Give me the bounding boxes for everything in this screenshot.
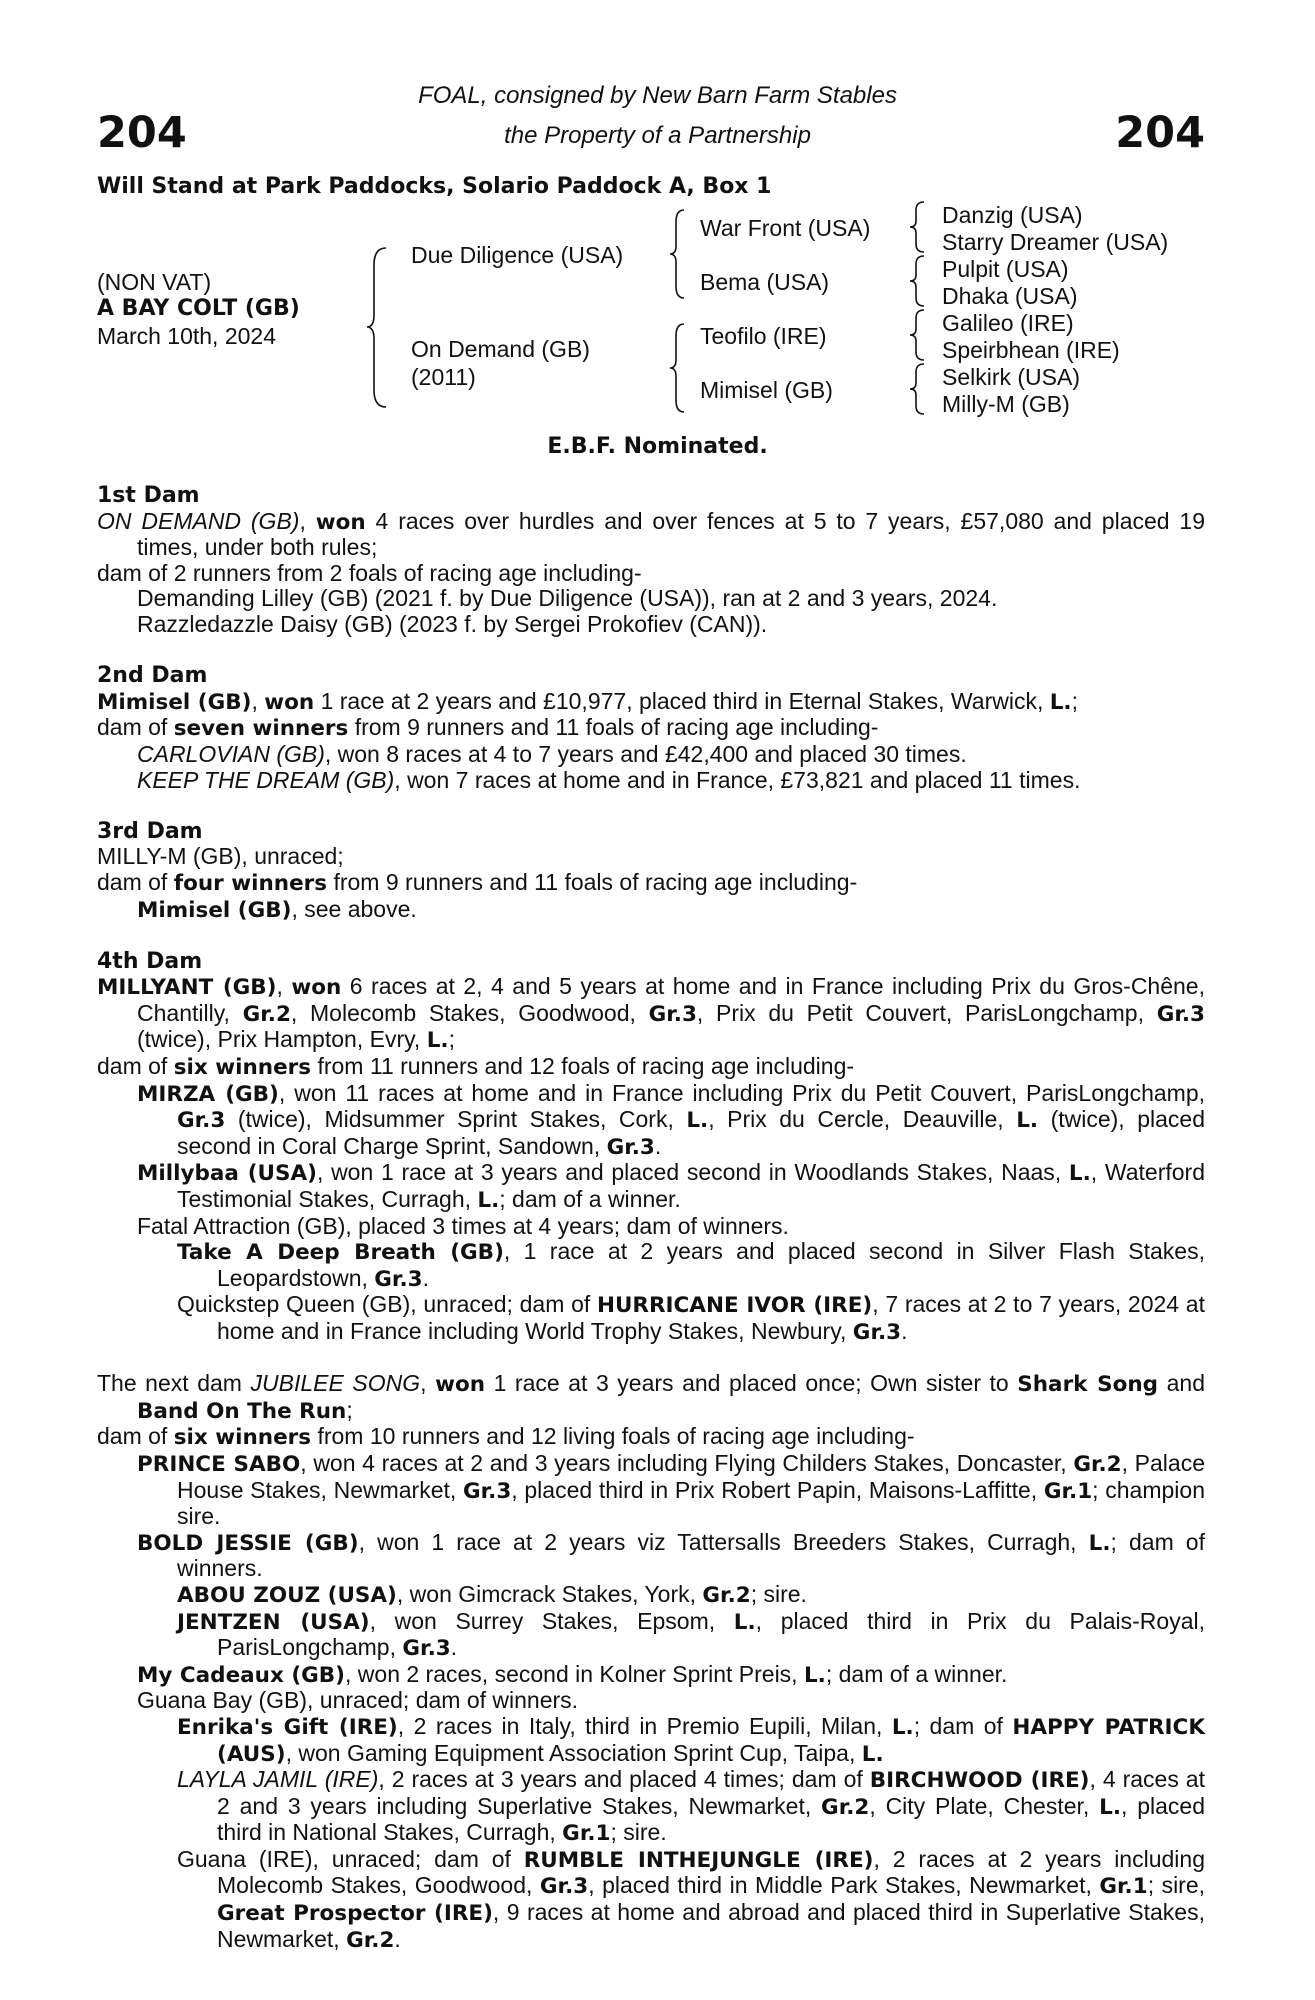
record-paragraph xyxy=(97,1847,1205,1953)
text: . xyxy=(901,1318,908,1344)
sire-name: Due Diligence (USA) xyxy=(411,242,624,268)
bold-text: Gr.1 xyxy=(562,1821,611,1847)
bold-text: won xyxy=(315,509,366,535)
text: , won 8 races at 4 to 7 years and £42,400 and placed 30 times. xyxy=(324,740,967,767)
bold-text: Gr.2 xyxy=(1073,1451,1122,1477)
bold-text: Shark Song xyxy=(1017,1372,1159,1398)
stand-location: Will Stand at Park Paddocks, Solario Paddock A, Box 1 xyxy=(97,174,772,199)
bold-text: L. xyxy=(1016,1108,1039,1134)
record-paragraph xyxy=(97,561,1205,587)
text: , placed third in National Stakes, Curragh, xyxy=(217,1792,1205,1846)
bold-text: HAPPY PATRICK (AUS) xyxy=(217,1714,1205,1767)
text: , Palace House Stakes, Newmarket, xyxy=(177,1449,1205,1503)
record-paragraph xyxy=(97,1292,1205,1345)
record-paragraph xyxy=(97,1609,1205,1662)
bold-text: JENTZEN (USA) xyxy=(177,1609,370,1635)
bold-text: Gr.3 xyxy=(177,1108,226,1134)
bold-text: L. xyxy=(891,1714,914,1740)
bold-text: Mimisel (GB) xyxy=(97,689,252,715)
bold-text: Gr.3 xyxy=(462,1478,512,1504)
consignment-line-2: the Property of a Partnership xyxy=(504,122,811,149)
bold-text: Gr.1 xyxy=(1099,1874,1148,1900)
bold-text: RUMBLE INTHEJUNGLE (IRE) xyxy=(523,1847,874,1873)
bold-text: Gr.3 xyxy=(374,1266,423,1292)
text: , 2 races at 2 years including Molecomb Stakes, Goodwood, xyxy=(217,1845,1205,1899)
bold-text: ABOU ZOUZ (USA) xyxy=(177,1582,397,1608)
bold-text: Gr.3 xyxy=(539,1874,589,1900)
bold-text: L. xyxy=(861,1741,884,1767)
bold-text: Millybaa (USA) xyxy=(137,1161,317,1187)
text: , City Plate, Chester, xyxy=(869,1792,1100,1819)
text: ; sire. xyxy=(750,1580,807,1607)
text: ; dam of a winner. xyxy=(499,1186,681,1213)
lot-number-left: 204 xyxy=(97,108,187,158)
bold-text: Great Prospector (IRE) xyxy=(217,1901,493,1927)
text: (twice), Prix Hampton, Evry, xyxy=(137,1026,427,1053)
bold-text: My Cadeaux (GB) xyxy=(137,1662,346,1688)
grandsire-4: Mimisel (GB) xyxy=(700,377,833,403)
text: , 4 races at 2 and 3 years including Superlative Stakes, Newmarket, xyxy=(217,1766,1205,1819)
record-paragraph xyxy=(97,586,1205,612)
record-paragraph xyxy=(97,870,1205,897)
bold-text: Gr.1 xyxy=(1043,1478,1093,1504)
text: , won 11 races at home and in France including Prix du Petit Couvert, ParisLongchamp, xyxy=(278,1079,1205,1106)
record-paragraph xyxy=(97,1081,1205,1161)
bold-text: won xyxy=(291,975,342,1001)
text: , see above. xyxy=(291,895,417,922)
dam-name: On Demand (GB) xyxy=(411,336,590,362)
heading-text: 3rd Dam xyxy=(97,818,203,844)
bold-text: L. xyxy=(1068,1161,1091,1187)
text: , 9 races at home and abroad and placed third in Superlative Stakes, Newmarket, xyxy=(217,1899,1205,1952)
gg-brace-4 xyxy=(908,362,930,416)
bold-text: BIRCHWOOD (IRE) xyxy=(869,1768,1090,1794)
bold-text: L. xyxy=(803,1662,826,1688)
great-grand-5: Galileo (IRE) xyxy=(942,310,1074,336)
dam-year: (2011) xyxy=(411,364,476,390)
text: ; dam of winners. xyxy=(177,1528,1205,1582)
great-grand-8: Milly-M (GB) xyxy=(942,391,1070,417)
gg-brace-3 xyxy=(908,308,930,362)
italic-text: ON DEMAND (GB) xyxy=(97,507,300,534)
text: ; sire, xyxy=(1147,1872,1206,1899)
bold-text: six winners xyxy=(173,1055,312,1081)
great-grand-6: Speirbhean (IRE) xyxy=(942,337,1120,363)
consignment-line-1: FOAL, consigned by New Barn Farm Stables xyxy=(418,82,897,109)
text: , xyxy=(251,687,265,714)
text: . xyxy=(394,1925,401,1952)
text: , won 1 race at 3 years and placed second in Woodlands Stakes, Naas, xyxy=(316,1159,1069,1186)
bold-text: Take A Deep Breath (GB) xyxy=(177,1240,504,1266)
record-paragraph xyxy=(97,742,1205,768)
text: , won Gaming Equipment Association Sprint Cup, Taipa, xyxy=(285,1739,862,1766)
record-paragraph xyxy=(97,612,1205,638)
text: , xyxy=(276,973,292,1000)
bold-text: MILLYANT (GB) xyxy=(97,975,277,1001)
record-paragraph xyxy=(97,1054,1205,1081)
bold-text: seven winners xyxy=(173,716,349,742)
bold-text: L. xyxy=(426,1028,449,1054)
record-paragraph xyxy=(97,689,1205,716)
bold-text: HURRICANE IVOR (IRE) xyxy=(596,1293,873,1319)
text: (twice), placed second in Coral Charge Sprint, Sandown, xyxy=(177,1106,1205,1159)
text: , Prix du Petit Couvert, ParisLongchamp, xyxy=(696,999,1157,1026)
gg-brace-1 xyxy=(908,200,930,254)
great-grand-4: Dhaka (USA) xyxy=(942,283,1078,309)
text: 1 race at 2 years and £10,977, placed third in Eternal Stakes, Warwick, xyxy=(314,687,1050,714)
sire-brace xyxy=(668,208,690,300)
bold-text: Gr.3 xyxy=(402,1636,451,1662)
subject-name: A BAY COLT (GB) xyxy=(97,296,300,321)
great-grand-2: Starry Dreamer (USA) xyxy=(942,229,1169,255)
section-heading xyxy=(97,819,1205,845)
text: , placed third in Middle Park Stakes, Newmarket, xyxy=(588,1872,1100,1899)
record-paragraph xyxy=(97,715,1205,742)
text: , xyxy=(299,507,316,534)
bold-text: six winners xyxy=(173,1425,312,1451)
text: , Waterford Testimonial Stakes, Curragh, xyxy=(177,1159,1205,1213)
record-paragraph xyxy=(97,1767,1205,1847)
text: , placed third in Prix Robert Papin, Maisons-Laffitte, xyxy=(511,1476,1044,1503)
text: , Prix du Cercle, Deauville, xyxy=(708,1106,1017,1133)
bold-text: Gr.2 xyxy=(242,1001,291,1027)
heading-text: 1st Dam xyxy=(97,483,200,508)
dam-brace xyxy=(668,322,690,414)
lot-number-right: 204 xyxy=(1115,108,1205,158)
text: dam of xyxy=(97,1053,174,1080)
bold-text: Band On The Run xyxy=(137,1398,347,1424)
text: Guana (IRE), unraced; dam of xyxy=(177,1845,524,1872)
text: , 2 races in Italy, third in Premio Eupili, Milan, xyxy=(397,1712,892,1739)
text: . xyxy=(422,1264,429,1291)
record-paragraph xyxy=(97,1239,1205,1292)
italic-text: KEEP THE DREAM (GB) xyxy=(137,766,395,793)
record-paragraph xyxy=(97,1714,1205,1767)
text: , xyxy=(420,1370,436,1397)
bold-text: Gr.2 xyxy=(702,1582,751,1608)
text: (twice), Midsummer Sprint Stakes, Cork, xyxy=(225,1106,687,1133)
record-paragraph xyxy=(97,1530,1205,1582)
great-grand-3: Pulpit (USA) xyxy=(942,256,1069,282)
text: 4 races over hurdles and over fences at 5 to 7 years, £57,080 and placed 19 times, under both rules; xyxy=(137,507,1206,561)
bold-text: MIRZA (GB) xyxy=(137,1081,279,1107)
bold-text: Gr.3 xyxy=(1156,1001,1205,1027)
bold-text: Mimisel (GB) xyxy=(137,897,292,923)
bold-text: Gr.2 xyxy=(346,1927,395,1953)
great-grand-1: Danzig (USA) xyxy=(942,202,1083,228)
text: , won Gimcrack Stakes, York, xyxy=(396,1580,703,1607)
bold-text: Gr.3 xyxy=(648,1001,697,1027)
vat-status: (NON VAT) xyxy=(97,269,212,295)
record-paragraph xyxy=(97,1662,1205,1689)
italic-text: CARLOVIAN (GB) xyxy=(137,740,325,767)
text: , won 7 races at home and in France, £73,821 and placed 11 times. xyxy=(394,766,1081,793)
bold-text: four winners xyxy=(173,870,328,896)
record-paragraph xyxy=(97,1451,1205,1530)
italic-text: LAYLA JAMIL (IRE) xyxy=(177,1766,379,1793)
text: ; dam of a winner. xyxy=(825,1660,1008,1687)
text: ; xyxy=(346,1396,353,1423)
bold-text: PRINCE SABO xyxy=(137,1451,301,1477)
text: and xyxy=(1158,1370,1206,1397)
record-paragraph xyxy=(97,844,1205,870)
text: from 9 runners and 11 foals of racing age including- xyxy=(348,714,879,741)
record-paragraph xyxy=(97,1688,1205,1714)
bold-text: won xyxy=(264,689,315,715)
heading-text: 2nd Dam xyxy=(97,663,208,689)
bold-text: Gr.2 xyxy=(821,1794,870,1820)
text: . xyxy=(450,1634,458,1661)
text: , placed third in Prix du Palais-Royal, ParisLongchamp, xyxy=(217,1607,1206,1661)
bold-text: L. xyxy=(1049,689,1072,715)
text: Guana Bay (GB), unraced; dam of winners. xyxy=(137,1687,579,1714)
text: Fatal Attraction (GB), placed 3 times at 4 years; dam of winners. xyxy=(137,1212,789,1239)
text: dam of xyxy=(97,868,174,895)
text: dam of xyxy=(97,1423,174,1450)
gg-brace-2 xyxy=(908,254,930,308)
record-paragraph xyxy=(97,1582,1205,1609)
text: , won 2 races, second in Kolner Sprint Preis, xyxy=(345,1660,804,1687)
grandsire-3: Teofilo (IRE) xyxy=(700,323,827,349)
text: , 1 race at 2 years and placed second in Silver Flash Stakes, Leopardstown, xyxy=(217,1238,1205,1291)
text: Demanding Lilley (GB) (2021 f. by Due Diligence (USA)), ran at 2 and 3 years, 2024. xyxy=(137,585,998,612)
subject-foaling-date: March 10th, 2024 xyxy=(97,323,277,349)
bold-text: L. xyxy=(477,1188,500,1214)
bold-text: Enrika's Gift (IRE) xyxy=(177,1714,398,1740)
text: ; champion sire. xyxy=(177,1476,1205,1530)
text: ; xyxy=(448,1026,455,1053)
section-heading xyxy=(97,949,1205,975)
text: , won Surrey Stakes, Epsom, xyxy=(369,1607,734,1634)
bold-text: L. xyxy=(686,1108,709,1134)
bold-text: Gr.3 xyxy=(852,1320,902,1345)
record-paragraph xyxy=(97,768,1205,794)
text: ; sire. xyxy=(610,1819,667,1846)
text: MILLY-M (GB), unraced; xyxy=(97,843,344,870)
text: ; dam of xyxy=(913,1712,1013,1739)
bold-text: L. xyxy=(733,1609,756,1635)
section-heading xyxy=(97,663,1205,689)
section-heading xyxy=(97,483,1205,509)
produce-record xyxy=(97,483,1205,1953)
bold-text: BOLD JESSIE (GB) xyxy=(137,1530,359,1556)
record-paragraph xyxy=(97,1160,1205,1213)
grandsire-2: Bema (USA) xyxy=(700,269,830,295)
record-paragraph xyxy=(97,897,1205,924)
text: , won 4 races at 2 and 3 years including Flying Childers Stakes, Doncaster, xyxy=(300,1449,1074,1476)
text: Razzledazzle Daisy (GB) (2023 f. by Sergei Prokofiev (CAN)). xyxy=(137,610,768,637)
great-grand-7: Selkirk (USA) xyxy=(942,364,1081,390)
heading-text: 4th Dam xyxy=(97,948,203,974)
bold-text: L. xyxy=(1099,1794,1121,1820)
bold-text: won xyxy=(435,1372,486,1398)
bold-text: Gr.3 xyxy=(606,1134,655,1160)
italic-text: JUBILEE SONG xyxy=(250,1370,421,1397)
ebf-nominated: E.B.F. Nominated. xyxy=(547,434,768,459)
grandsire-1: War Front (USA) xyxy=(700,215,871,241)
text: 6 races at 2, 4 and 5 years at home and in France including Prix du Gros-Chêne, Chantilly, xyxy=(137,973,1205,1026)
text: 1 race at 3 years and placed once; Own sister to xyxy=(485,1370,1018,1397)
text: , 2 races at 3 years and placed 4 times; dam of xyxy=(378,1766,870,1793)
text: The next dam xyxy=(97,1370,251,1397)
text: , won 1 race at 2 years viz Tattersalls Breeders Stakes, Curragh, xyxy=(358,1528,1089,1555)
text: . xyxy=(654,1132,662,1159)
text: dam of 2 runners from 2 foals of racing age including- xyxy=(97,559,642,586)
text: , Molecomb Stakes, Goodwood, xyxy=(290,999,649,1026)
text: from 9 runners and 11 foals of racing age including- xyxy=(327,868,858,895)
record-paragraph xyxy=(97,1424,1205,1451)
record-paragraph xyxy=(97,509,1205,561)
text: Quickstep Queen (GB), unraced; dam of xyxy=(177,1291,597,1318)
text: from 10 runners and 12 living foals of racing age including- xyxy=(311,1423,915,1450)
bold-text: L. xyxy=(1088,1530,1111,1556)
text: from 11 runners and 12 foals of racing age including- xyxy=(311,1053,855,1080)
record-paragraph xyxy=(97,1214,1205,1240)
text: dam of xyxy=(97,714,174,741)
main-brace xyxy=(364,245,390,410)
text: ; xyxy=(1071,687,1078,714)
record-paragraph xyxy=(97,1371,1205,1424)
text: , 7 races at 2 to 7 years, 2024 at home and in France including World Trophy Stakes, Newbury, xyxy=(217,1291,1205,1344)
record-paragraph xyxy=(97,974,1205,1054)
